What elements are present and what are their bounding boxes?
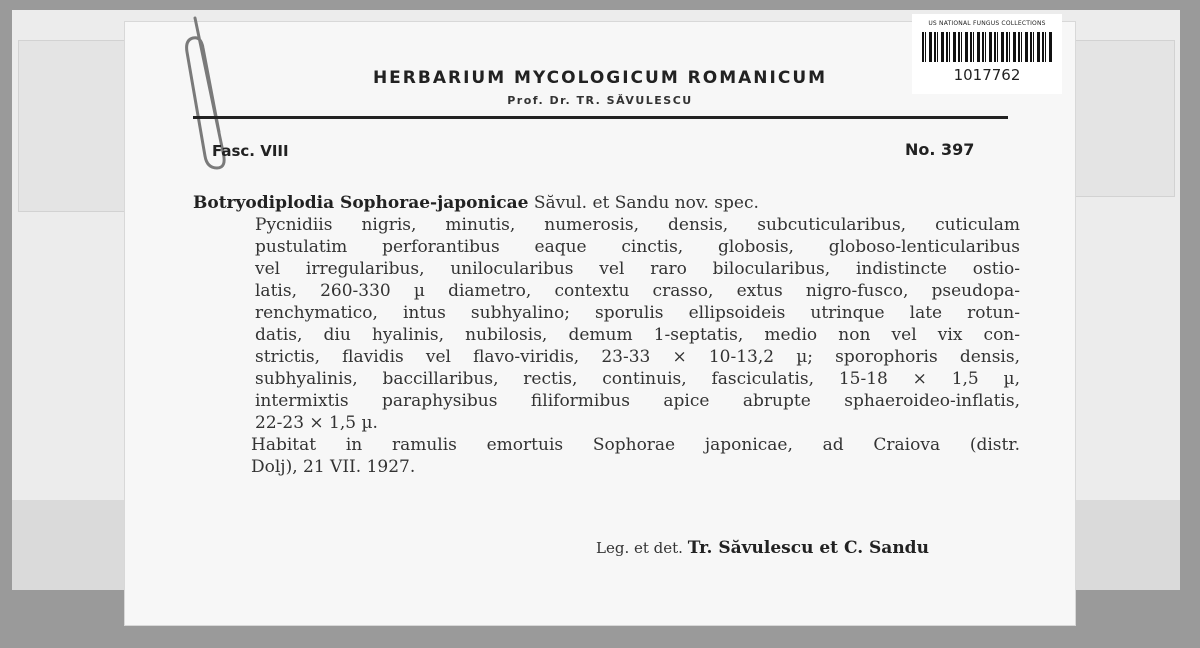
habitat-line: Habitat in ramulis emortuis Sophorae japonicae, ad Craiova (distr. <box>251 435 1020 455</box>
herbarium-title: HERBARIUM MYCOLOGICUM ROMANICUM <box>372 68 828 88</box>
barcode-institution: US NATIONAL FUNGUS COLLECTIONS <box>928 20 1046 27</box>
description-line: intermixtis paraphysibus filiformibus apice abrupte sphaeroideo-inflatis, <box>255 391 1020 411</box>
header-divider <box>193 116 1008 119</box>
envelope-flap-right <box>1065 40 1175 197</box>
description-line: strictis, flavidis vel flavo-viridis, 23-33 × 10-13,2 µ; sporophoris densis, <box>255 347 1020 367</box>
barcode-number: 1017762 <box>953 66 1021 84</box>
description-line: Pycnidiis nigris, minutis, numerosis, densis, subcuticularibus, cuticulam <box>255 215 1020 235</box>
herbarium-subtitle: Prof. Dr. TR. SĂVULESCU <box>507 94 693 107</box>
species-name: Botryodiplodia Sophorae-japonicae <box>193 193 529 213</box>
species-authority: Săvul. et Sandu nov. spec. <box>533 193 759 213</box>
barcode-icon <box>922 32 1052 62</box>
description-line: latis, 260-330 µ diametro, contextu crasso, extus nigro-fusco, pseudopa- <box>255 281 1020 301</box>
fascicle-label: Fasc. VIII <box>212 142 289 160</box>
collector-names: Tr. Săvulescu et C. Sandu <box>687 538 929 558</box>
specimen-number: No. 397 <box>905 140 975 159</box>
description-line: datis, diu hyalinis, nubilosis, demum 1-septatis, medio non vel vix con- <box>255 325 1020 345</box>
description-line: vel irregularibus, unilocularibus vel raro bilocularibus, indistincte ostio- <box>255 259 1020 279</box>
envelope-flap-left <box>18 40 130 212</box>
description-line: subhyalinis, baccillaribus, rectis, continuis, fasciculatis, 15-18 × 1,5 µ, <box>255 369 1020 389</box>
barcode-label <box>912 14 1062 94</box>
species-heading <box>193 193 1013 213</box>
collector-prefix: Leg. et det. <box>596 539 683 557</box>
description-line: pustulatim perforantibus eaque cinctis, globosis, globoso-lenticularibus <box>255 237 1020 257</box>
description-line: 22-23 × 1,5 µ. <box>255 413 378 433</box>
habitat-line: Dolj), 21 VII. 1927. <box>251 457 416 477</box>
collector-line <box>596 538 929 558</box>
species-description <box>251 214 1020 478</box>
description-line: renchymatico, intus subhyalino; sporulis ellipsoideis utrinque late rotun- <box>255 303 1020 323</box>
